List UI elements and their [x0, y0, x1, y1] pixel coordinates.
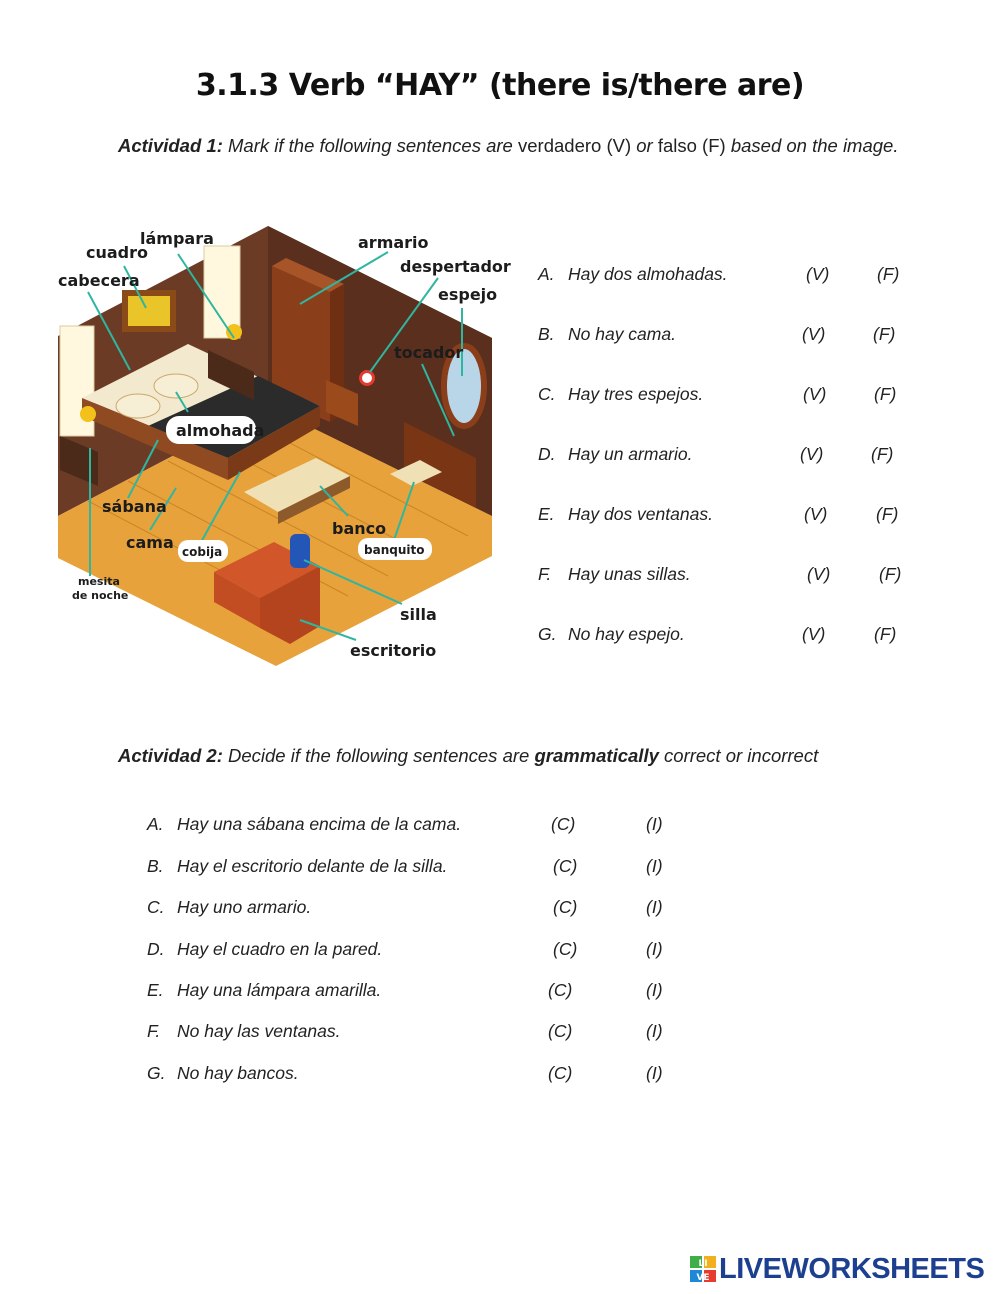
item-letter: B.: [147, 856, 164, 876]
svg-text:LI: LI: [698, 1259, 708, 1269]
item-letter: F.: [147, 1021, 161, 1041]
item-letter: E.: [147, 980, 164, 1000]
logo-badge-icon: [690, 1256, 716, 1282]
item-letter: A.: [538, 264, 555, 284]
option-c[interactable]: (C): [551, 814, 576, 834]
option-v[interactable]: (V): [800, 444, 824, 464]
activity-1-text-b: are: [486, 135, 513, 156]
label-cama: cama: [126, 533, 174, 552]
item-text: No hay bancos.: [177, 1063, 299, 1083]
item-letter: B.: [538, 324, 555, 344]
activity-1-text-d: or: [636, 135, 653, 156]
activity-1-instructions: [118, 133, 918, 159]
page-title: 3.1.3 Verb “HAY” (there is/there are): [195, 68, 805, 103]
option-c[interactable]: (C): [548, 1063, 573, 1083]
item-text: Hay una sábana encima de la cama.: [177, 814, 462, 834]
option-c[interactable]: (C): [553, 856, 578, 876]
activity-2-text-a: Decide if the following sentences are: [222, 745, 535, 766]
option-i[interactable]: (I): [646, 939, 663, 959]
label-tocador: tocador: [394, 343, 464, 362]
activity-1-text-c: verdadero (V): [512, 135, 637, 156]
option-f[interactable]: (F): [874, 384, 897, 404]
option-i[interactable]: (I): [646, 1063, 663, 1083]
item-text: Hay tres espejos.: [568, 384, 704, 404]
option-c[interactable]: (C): [548, 980, 573, 1000]
item-letter: E.: [538, 504, 555, 524]
option-f[interactable]: (F): [871, 444, 894, 464]
option-i[interactable]: (I): [646, 980, 663, 1000]
option-i[interactable]: (I): [646, 1021, 663, 1041]
bedroom-illustration: [58, 226, 511, 672]
activity-2-label: Actividad 2:: [118, 745, 223, 766]
label-banquito: banquito: [364, 543, 425, 557]
activity-2-instructions: [118, 743, 938, 769]
item-text: No hay espejo.: [568, 624, 685, 644]
item-letter: C.: [538, 384, 556, 404]
item-text: Hay el cuadro en la pared.: [177, 939, 383, 959]
item-letter: D.: [538, 444, 556, 464]
label-silla: silla: [400, 605, 437, 624]
item-text: Hay dos almohadas.: [568, 264, 728, 284]
option-v[interactable]: (V): [802, 324, 826, 344]
activity-1-label: Actividad 1:: [118, 135, 223, 156]
label-cuadro: cuadro: [86, 243, 149, 262]
label-cabecera: cabecera: [58, 271, 140, 290]
option-f[interactable]: (F): [879, 564, 902, 584]
option-v[interactable]: (V): [802, 624, 826, 644]
option-f[interactable]: (F): [873, 324, 896, 344]
activity-1-text-a: Mark if the following sentences: [222, 135, 487, 156]
option-i[interactable]: (I): [646, 814, 663, 834]
activity-2-text-bold: grammatically: [534, 745, 659, 766]
option-f[interactable]: (F): [876, 504, 899, 524]
item-letter: A.: [147, 814, 164, 834]
logo-text: LIVEWORKSHEETS: [719, 1252, 985, 1285]
option-i[interactable]: (I): [646, 897, 663, 917]
item-text: No hay las ventanas.: [177, 1021, 341, 1041]
activity-1-text-e: falso (F): [652, 135, 731, 156]
liveworksheets-logo[interactable]: [690, 1253, 984, 1285]
label-banco: banco: [332, 519, 387, 538]
item-text: Hay uno armario.: [177, 897, 312, 917]
item-letter: G.: [147, 1063, 166, 1083]
label-espejo: espejo: [438, 285, 498, 304]
item-text: Hay una lámpara amarilla.: [177, 980, 382, 1000]
activity-1-text-f: based on the image.: [730, 135, 899, 156]
option-f[interactable]: (F): [877, 264, 900, 284]
item-text: No hay cama.: [568, 324, 676, 344]
item-text: Hay unas sillas.: [568, 564, 691, 584]
label-armario: armario: [358, 233, 429, 252]
item-letter: F.: [538, 564, 552, 584]
label-de-noche: de noche: [72, 589, 129, 602]
option-c[interactable]: (C): [553, 939, 578, 959]
option-v[interactable]: (V): [803, 384, 827, 404]
option-c[interactable]: (C): [553, 897, 578, 917]
item-letter: G.: [538, 624, 557, 644]
option-v[interactable]: (V): [804, 504, 828, 524]
label-almohada: almohada: [176, 421, 265, 440]
option-v[interactable]: (V): [806, 264, 830, 284]
label-despertador: despertador: [400, 257, 511, 276]
label-mesita: mesita: [78, 575, 120, 588]
option-v[interactable]: (V): [807, 564, 831, 584]
label-sabana: sábana: [102, 497, 167, 516]
item-text: Hay dos ventanas.: [568, 504, 713, 524]
label-cobija: cobija: [182, 545, 223, 559]
activity-2-text-c: correct or incorrect: [658, 745, 819, 766]
item-text: Hay el escritorio delante de la silla.: [177, 856, 448, 876]
option-i[interactable]: (I): [646, 856, 663, 876]
item-letter: D.: [147, 939, 165, 959]
option-c[interactable]: (C): [548, 1021, 573, 1041]
label-lampara: lámpara: [140, 229, 214, 248]
svg-text:VE: VE: [696, 1273, 710, 1283]
item-letter: C.: [147, 897, 165, 917]
label-escritorio: escritorio: [350, 641, 437, 660]
option-f[interactable]: (F): [874, 624, 897, 644]
item-text: Hay un armario.: [568, 444, 693, 464]
